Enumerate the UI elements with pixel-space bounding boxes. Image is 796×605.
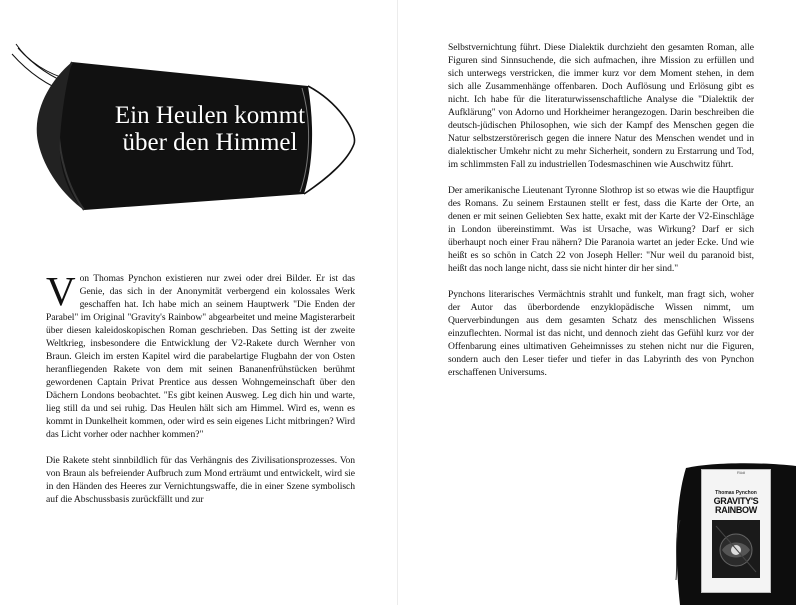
headline-line-2: über den Himmel bbox=[122, 129, 298, 156]
paragraph: Die Rakete steht sinnbildlich für das Verhängnis des Zivilisationsprozesses. Von von Braun als befreiender Aufbruch zum Mond erträumt und entwickelt, wird sie in den Händen des Heeres zur Vernichtungswaffe, die in einer Szene symbolisch auf die Abschussbasis zurückfällt und zur bbox=[46, 455, 355, 505]
paragraph: Pynchons literarisches Vermächtnis strahlt und funkelt, man fragt sich, woher der Autor das überbordende enzyklopädische Wissen nimmt, um Querverbindungen aus dem gesamten Schatz des menschlichen Wissens einzuflechten. Normal ist das nicht, und dennoch zieht das Gefühl kurz vor der Offenbarung eines ultimativen Geheimnisses zu stehen nicht nur die Figuren, sondern auch den Leser tiefer und tiefer in das Labyrinth des von Pynchon erschaffenen Universums. bbox=[448, 289, 754, 378]
cover-title: GRAVITY'S RAINBOW bbox=[713, 496, 759, 515]
paragraph: Selbstvernichtung führt. Diese Dialektik durchzieht den gesamten Roman, alle Figuren sind Sinnsuchende, die sich aufmachen, ihre Mission zu erfüllen und sich unterwegs verstricken, die immer kurz vor dem Moment stehen, in dem sich alle Zusammenhänge offenbaren. Doch Auflösung und Erlösung gibt es nicht. Ich habe für die literaturwissenschaftliche Analyse die "Dialektik der Aufklärung" von Adorno und Horkheimer herangezogen. Darin beschreiben die deutsch-jüdischen Philosophen, wie sich der Kampf des Menschen gegen die Natur selbstzerstörerisch gegen die innere Natur des Menschen wendet und in dialektischer Umkehr nicht zu mehr Sicherheit, sondern zu Erstarrung und Tod, im schlimmsten Fall zu industriellen Todesmaschinen wie Auschwitz führt. bbox=[448, 42, 754, 170]
drop-cap: V bbox=[46, 268, 76, 314]
cover-small-text: Rüdi bbox=[737, 470, 746, 475]
cover-author: Thomas Pynchon bbox=[715, 490, 757, 496]
right-column-text bbox=[448, 41, 754, 392]
book-cover-photo bbox=[672, 460, 796, 605]
paragraph: Der amerikanische Lieutenant Tyronne Slothrop ist so etwas wie die Hauptfigur des Romans. Zu seinem Erstaunen stellt er fest, dass die Karte der Orte, an denen er mit seinen Geliebten Sex hatte, exakt mit der Karte der V2-Einschläge in London übereinstimmt. Was ist Ursache, was Wirkung? Darf er sich überhaupt noch einer Frau nähern? Die Paranoia wartet an jeder Ecke. Und wie heißt es so schön in Catch 22 von Joseph Heller: "Nur weil du paranoid bist, heißt das noch lange nicht, dass sie nicht hinter dir her sind." bbox=[448, 185, 754, 274]
cover-artwork bbox=[712, 520, 760, 578]
paragraph: Von Thomas Pynchon existieren nur zwei oder drei Bilder. Er ist das Genie, das sich in der Anonymität verbergend ein kolossales Werk geschaffen hat. Ich habe mich an seinem Hauptwerk "Die Enden der Parabel" im Original "Gravity's Rainbow" abgearbeitet und meine Magisterarbeit über diesen kaleidoskopischen Roman geschrieben. Das Setting ist der zweite Weltkrieg, insbesondere die Entwicklung der V2-Rakete durch Wernher von Braun. Gleich im ersten Kapitel wird die parabelartige Flugbahn der von Osten heranfliegenden Rakete von dem mit seinen Bananenfrühstücken berühmt gewordenen Captain Privat Prentice aus dessen Wohngemeinschaft über den Dächern Londons beobachtet. "Es gibt keinen Ausweg. Leg dich hin und warte, lieg still da und sei ruhig. Das Heulen hält sich am Himmel. Wird es, wenn es kommt in Dunkelheit kommen, oder wird es sein eigenes Licht mitbringen? Wird das Licht vorher oder nachher kommen?" bbox=[46, 268, 355, 440]
headline bbox=[88, 102, 332, 156]
book-cover bbox=[701, 469, 771, 593]
left-column-text bbox=[46, 268, 355, 519]
headline-line-1: Ein Heulen kommt bbox=[114, 102, 306, 129]
